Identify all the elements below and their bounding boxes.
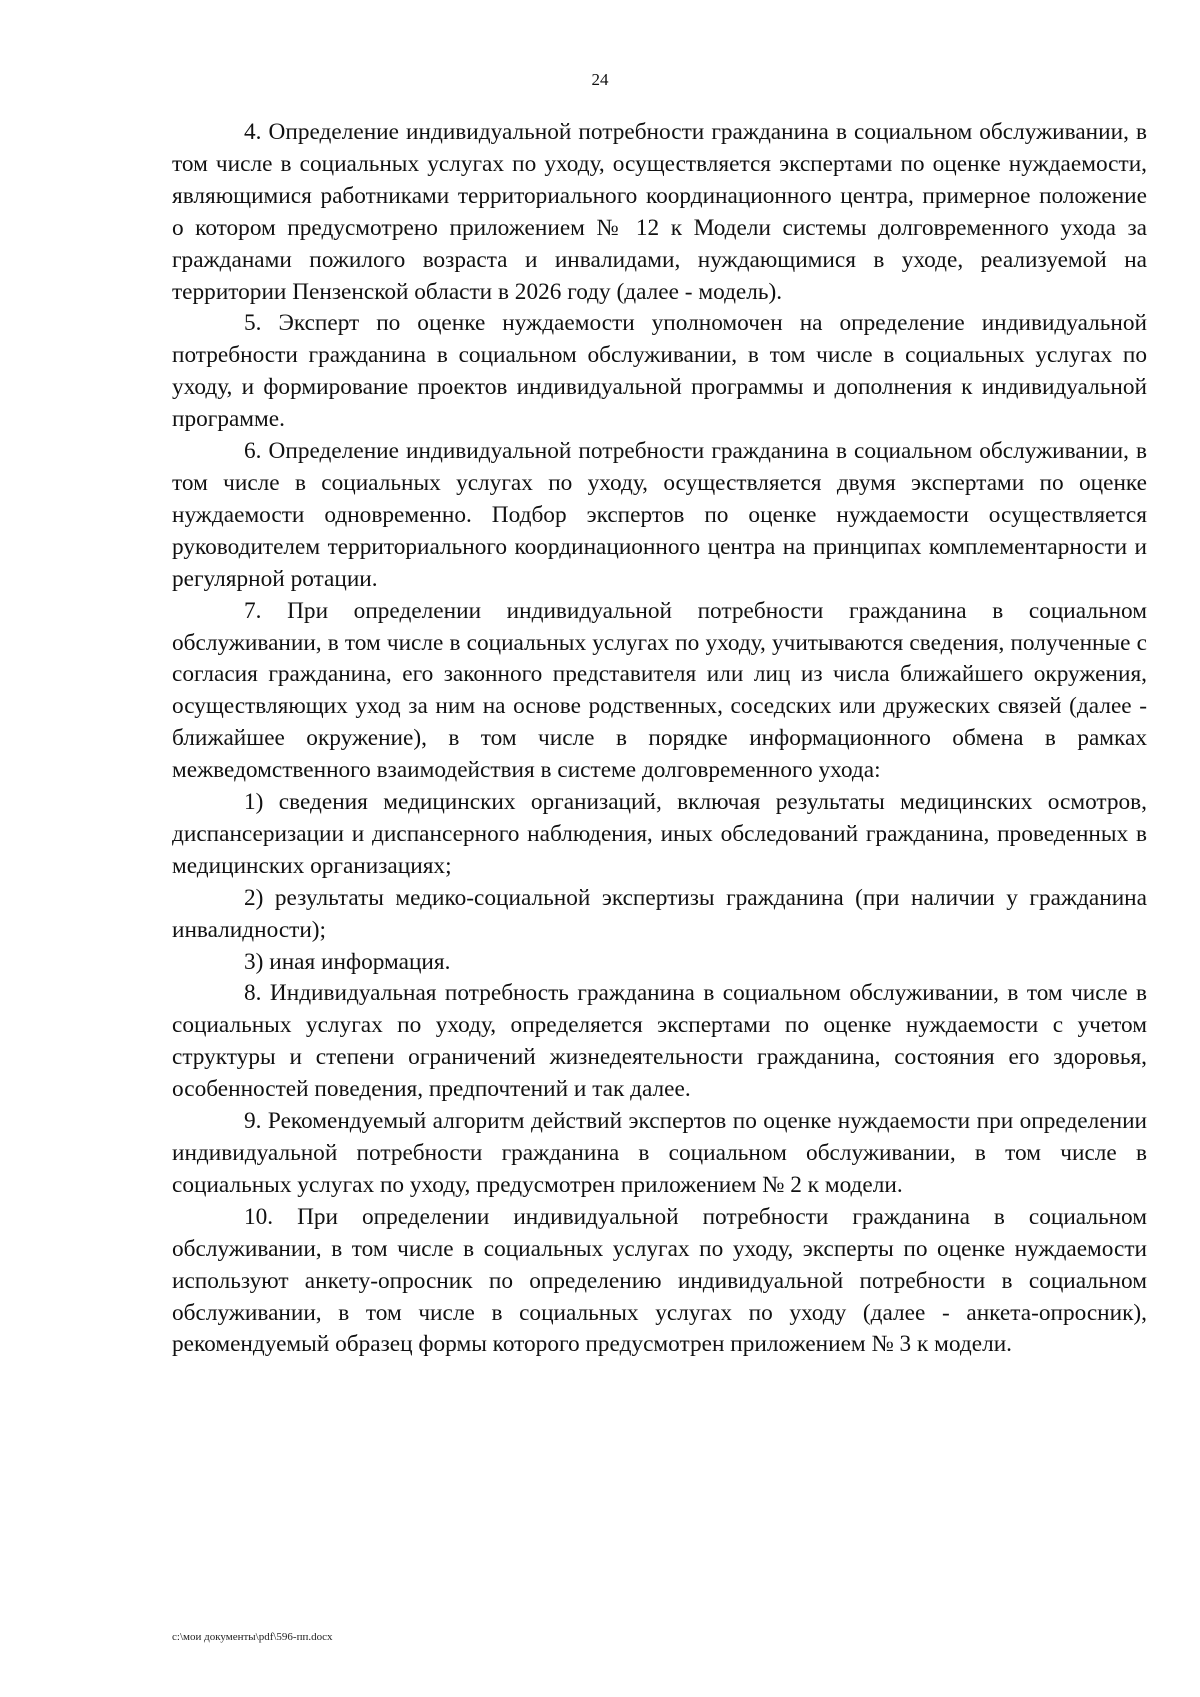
paragraph-5: 5. Эксперт по оценке нуждаемости уполномочен на определение индивидуальной потребности гражданина в социальном обслуживании, в том числе в социальных услугах по уходу, и формирование проектов индивидуальной программы и дополнения к индивидуальной программе. [172, 310, 1147, 433]
paragraph-10: 10. При определении индивидуальной потребности гражданина в социальном обслуживании, в том числе в социальных услугах по уходу, эксперты по оценке нуждаемости используют анкету-опросник по определению индивидуальной потребности в социальном обслуживании, в том числе в социальных услугах по уходу (далее - анкета-опросник), рекомендуемый образец формы которого предусмотрен приложением № 3 к модели. [172, 1203, 1147, 1358]
footer-file-path: c:\мои документы\pdf\596-пп.docx [172, 1631, 333, 1643]
list-item-1: 1) сведения медицинских организаций, включая результаты медицинских осмотров, диспансеризации и диспансерного наблюдения, иных обследований гражданина, проведенных в медицинских организациях; [172, 789, 1147, 879]
paragraph-9: 9. Рекомендуемый алгоритм действий экспертов по оценке нуждаемости при определении индивидуальной потребности гражданина в социальном обслуживании, в том числе в социальных услугах по уходу, предусмотрен приложением № 2 к модели. [172, 1108, 1147, 1198]
paragraph-6: 6. Определение индивидуальной потребности гражданина в социальном обслуживании, в том числе в социальных услугах по уходу, осуществляется двумя экспертами по оценке нуждаемости одновременно. Подбор экспертов по оценке нуждаемости осуществляется руководителем территориального координационного центра на принципах комплементарности и регулярной ротации. [172, 438, 1147, 592]
paragraph-4: 4. Определение индивидуальной потребности гражданина в социальном обслуживании, в том числе в социальных услугах по уходу, осуществляется экспертами по оценке нуждаемости, являющимися работниками территориального координационного центра, примерное положение о котором предусмотрено приложением № 12 к Модели системы долговременного ухода за гражданами пожилого возраста и инвалидами, нуждающимися в уходе, реализуемой на территории Пензенской области в 2026 году (далее - модель). [172, 119, 1147, 305]
page-number: 24 [591, 70, 609, 89]
document-body [172, 117, 1147, 1361]
list-item-3: 3) иная информация. [244, 948, 451, 975]
paragraph-8: 8. Индивидуальная потребность гражданина в социальном обслуживании, в том числе в социальных услугах по уходу, определяется экспертами по оценке нуждаемости с учетом структуры и степени ограничений жизнедеятельности гражданина, состояния его здоровья, особенностей поведения, предпочтений и так далее. [172, 980, 1147, 1103]
list-item-2: 2) результаты медико-социальной экспертизы гражданина (при наличии у гражданина инвалидности); [172, 884, 1147, 943]
paragraph-7: 7. При определении индивидуальной потребности гражданина в социальном обслуживании, в том числе в социальных услугах по уходу, учитываются сведения, полученные с согласия гражданина, его законного представителя или лиц из числа ближайшего окружения, осуществляющих уход за ним на основе родственных, соседских или дружеских связей (далее - ближайшее окружение), в том числе в порядке информационного обмена в рамках межведомственного взаимодействия в системе долговременного ухода: [172, 597, 1147, 784]
